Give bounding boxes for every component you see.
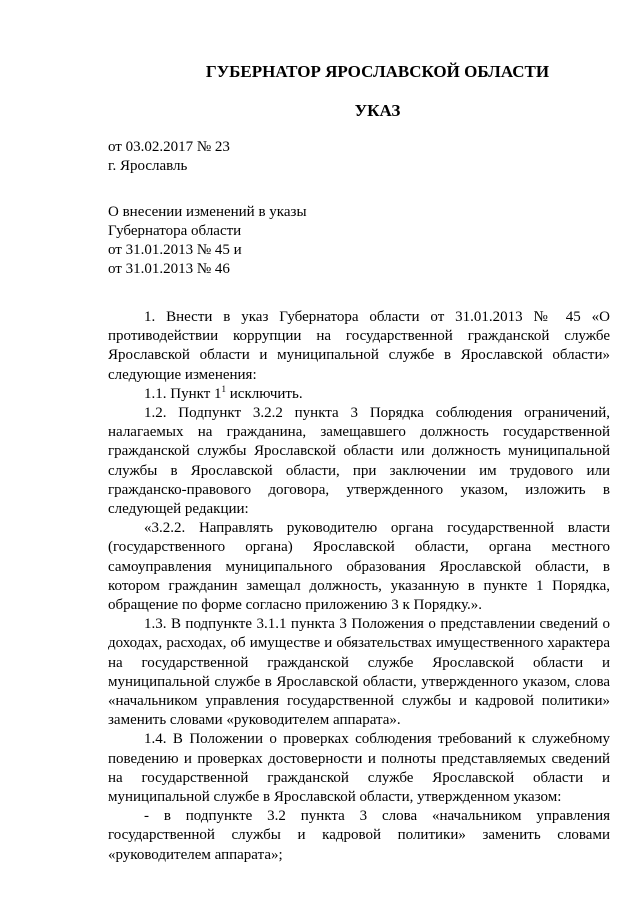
document-issuer: ГУБЕРНАТОР ЯРОСЛАВСКОЙ ОБЛАСТИ xyxy=(205,62,550,81)
subject-line: Губернатора области xyxy=(108,223,242,239)
paragraph-1-2-quote: «3.2.2. Направлять руководителю органа государственной власти (государственного органа) Ярославской области, органа местного самоуправления муниципального образования Ярославской области, в котором гражданин замещал должность, указанную в пункте 1 Порядка, обращение по форме согласно приложению 3 к Порядку.». xyxy=(108,520,610,614)
subject-line: от 31.01.2013 № 46 xyxy=(108,261,230,277)
paragraph-1-4: 1.4. В Положении о проверках соблюдения требований к служебному поведению и проверках достоверности и полноты представляемых сведений на государственной гражданской службе Ярославской области и муниципальной службе в Ярославской области, утвержденном указом: xyxy=(108,731,610,806)
document-meta xyxy=(108,138,230,176)
document-body xyxy=(108,308,610,865)
paragraph-1-1-text: 1.1. Пункт 1 xyxy=(144,385,222,402)
document-subject xyxy=(108,203,307,279)
date-number: от 03.02.2017 № 23 xyxy=(108,139,230,155)
paragraph-1: 1. Внести в указ Губернатора области от 31.01.2013 № 45 «О противодействии коррупции на государственной гражданской службе Ярославской области и муниципальной службе в Ярославской области» следующие изменения: xyxy=(108,309,610,383)
subject-line: от 31.01.2013 № 45 и xyxy=(108,242,242,258)
subject-line: О внесении изменений в указы xyxy=(108,204,307,220)
paragraph-1-2: 1.2. Подпункт 3.2.2 пункта 3 Порядка соблюдения ограничений, налагаемых на гражданина, замещавшего должность государственной гражданской службы Ярославской области или должность муниципальной службы в Ярославской области, при заключении им трудового или гражданско-правового договора, утвержденного указом, изложить в следующей редакции: xyxy=(108,405,610,518)
city: г. Ярославль xyxy=(108,158,188,174)
paragraph-1-1-tail: исключить. xyxy=(226,385,303,402)
paragraph-1-3: 1.3. В подпункте 3.1.1 пункта 3 Положения о представлении сведений о доходах, расходах, об имуществе и обязательствах имущественного характера на государственной гражданской службе Ярославской области и муниципальной службе в Ярославской области, утвержденного указом, слова «начальником управления государственной службы и кадровой политики» заменить словами «руководителем аппарата». xyxy=(108,616,610,729)
document-type: УКАЗ xyxy=(354,101,401,120)
paragraph-1-4-item: - в подпункте 3.2 пункта 3 слова «начальником управления государственной службы и кадровой политики» заменить словами «руководителем аппарата»; xyxy=(108,808,610,863)
superscript: 1 xyxy=(221,383,227,394)
paragraph-1-1 xyxy=(108,385,610,404)
